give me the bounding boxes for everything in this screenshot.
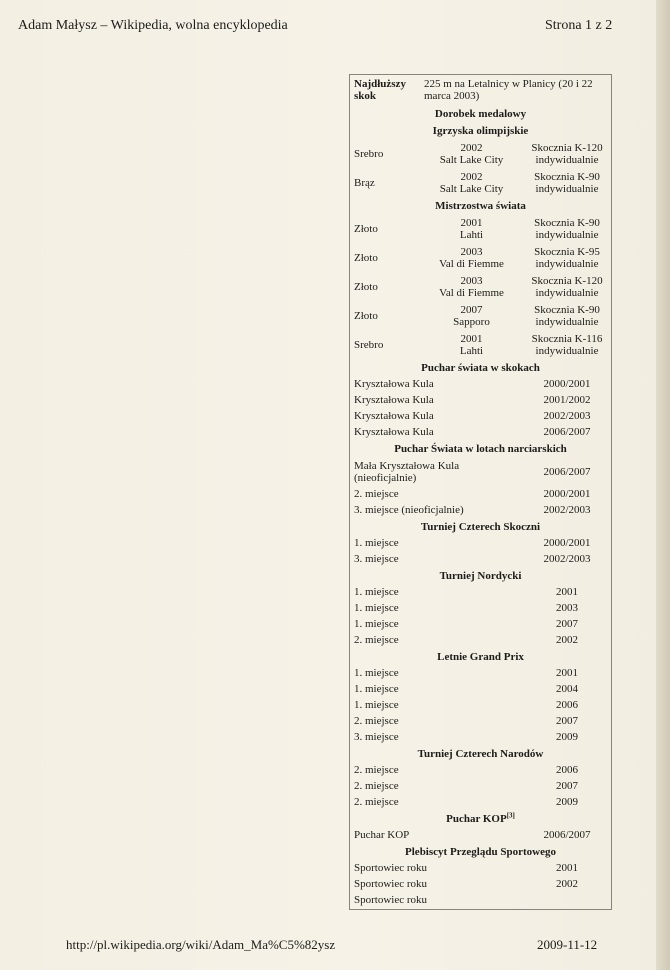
ranking-label: 2. miejsce: [354, 488, 399, 500]
medal-type: Brąz: [354, 176, 375, 189]
medal-row: [350, 214, 611, 243]
medal-event-location: [420, 139, 523, 168]
print-footer-date: 2009-11-12: [537, 937, 598, 952]
sports-plebiscite-title: Plebiscyt Przeglądu Sportowego: [405, 845, 556, 858]
infobox: [349, 74, 612, 910]
medal-place: Val di Fiemme: [439, 257, 504, 270]
longest-jump-row: [350, 75, 611, 105]
nordic-tournament-title: Turniej Nordycki: [439, 569, 522, 582]
medal-row: [350, 168, 611, 197]
ranking-label: 2. miejsce: [354, 796, 399, 808]
ranking-season: 2009: [556, 796, 578, 808]
four-hills-tournament-title: Turniej Czterech Skoczni: [420, 520, 541, 533]
ranking-season: 2000/2001: [543, 488, 591, 500]
ranking-row: [350, 860, 611, 876]
medal-year: 2002: [460, 170, 483, 183]
ranking-label: Sportowiec roku: [354, 862, 428, 874]
ranking-season: 2001: [556, 586, 578, 598]
kop-cup-heading-row: [350, 810, 611, 827]
olympics-heading: [350, 122, 611, 139]
medal-competition: [523, 214, 611, 243]
ranking-label: Kryształowa Kula: [354, 378, 434, 390]
ranking-row: [350, 392, 611, 408]
medal-type: Złoto: [354, 251, 378, 264]
ranking-season: 2002: [556, 878, 578, 890]
ranking-season: 2006/2007: [543, 465, 591, 478]
medal-row: [350, 330, 611, 359]
medal-competition: [523, 139, 611, 168]
nordic-tournament-heading-row: [350, 567, 611, 584]
ranking-season: 2006/2007: [543, 829, 591, 841]
ranking-season: [523, 892, 611, 908]
ranking-label: 1. miejsce: [354, 618, 399, 630]
ski-flying-cup-title: Puchar Świata w lotach narciarskich: [394, 442, 567, 455]
ranking-label: 2. miejsce: [354, 780, 399, 792]
nordic-tournament-heading: [350, 567, 611, 584]
medal-event-location: [420, 272, 523, 301]
four-hills-tournament-heading-row: [350, 518, 611, 535]
ranking-label: 1. miejsce: [354, 537, 399, 549]
medal-place: Salt Lake City: [439, 182, 504, 195]
ranking-season: 2003: [556, 602, 578, 614]
ranking-label: Kryształowa Kula: [354, 426, 434, 438]
ranking-row: [350, 892, 611, 908]
medal-event: indywidualnie: [535, 153, 599, 166]
ranking-row: [350, 600, 611, 616]
world-championships-heading: [350, 197, 611, 214]
medal-event-location: [420, 330, 523, 359]
medal-type: Srebro: [354, 338, 384, 351]
ranking-label: 1. miejsce: [354, 602, 399, 614]
ranking-label: 1. miejsce: [354, 683, 399, 695]
medal-hill: Skocznia K-90: [534, 303, 600, 316]
ranking-label: 3. miejsce (nieoficjalnie): [354, 504, 464, 516]
medal-year: 2007: [460, 303, 483, 316]
ranking-season: 2006: [556, 764, 578, 776]
medal-hill: Skocznia K-90: [534, 216, 600, 229]
olympics-heading-row: [350, 122, 611, 139]
medal-type: Złoto: [354, 280, 378, 293]
medal-event-location: [420, 168, 523, 197]
medal-event: indywidualnie: [535, 257, 599, 270]
medal-year: 2001: [460, 216, 483, 229]
medal-year: 2001: [460, 332, 483, 345]
ranking-row: [350, 794, 611, 810]
medal-event-location: [420, 301, 523, 330]
summer-grand-prix-heading-row: [350, 648, 611, 665]
medal-type: Złoto: [354, 222, 378, 235]
medal-place: Lahti: [459, 228, 484, 241]
page-edge: [656, 0, 670, 970]
ski-flying-cup-heading-row: [350, 440, 611, 457]
longest-jump-label: Najdłuższy skok: [354, 78, 406, 102]
ranking-row: [350, 616, 611, 632]
print-footer-url: http://pl.wikipedia.org/wiki/Adam_Ma%C5%82ysz: [66, 937, 336, 952]
ranking-label: 2. miejsce: [354, 715, 399, 727]
infobox-table: [350, 75, 611, 908]
medal-row: [350, 139, 611, 168]
ranking-label: Kryształowa Kula: [354, 394, 434, 406]
medal-competition: [523, 243, 611, 272]
ranking-season: 2000/2001: [543, 537, 591, 549]
ranking-label: 1. miejsce: [354, 586, 399, 598]
ranking-season: 2007: [556, 715, 578, 727]
ranking-row: [350, 729, 611, 745]
medal-hill: Skocznia K-116: [531, 332, 603, 345]
four-nations-tournament-heading-row: [350, 745, 611, 762]
ranking-season: 2002/2003: [543, 504, 591, 516]
ski-flying-cup-heading: [350, 440, 611, 457]
ranking-row: [350, 408, 611, 424]
ranking-row: [350, 697, 611, 713]
summer-grand-prix-title: Letnie Grand Prix: [437, 650, 524, 663]
ranking-row: [350, 778, 611, 794]
ranking-season: 2007: [556, 618, 578, 630]
medal-competition: [523, 301, 611, 330]
ranking-season: 2001: [556, 667, 578, 679]
medal-event: indywidualnie: [535, 344, 599, 357]
ranking-season: 2009: [556, 731, 578, 743]
ranking-label: 1. miejsce: [354, 699, 399, 711]
ranking-row: [350, 876, 611, 892]
medal-place: Salt Lake City: [439, 153, 504, 166]
ranking-label: Sportowiec roku: [354, 894, 428, 906]
four-hills-tournament-heading: [350, 518, 611, 535]
ranking-season: 2001: [556, 862, 578, 874]
medal-type: Złoto: [354, 309, 378, 322]
ranking-season: 2002/2003: [543, 553, 591, 565]
medal-record-heading: Dorobek medalowy: [434, 107, 527, 120]
world-cup-heading-row: [350, 359, 611, 376]
print-header-title: Adam Małysz – Wikipedia, wolna encyklopedia: [18, 18, 288, 33]
longest-jump-value: 225 m na Letalnicy w Planicy (20 i 22 marca 2003): [424, 78, 593, 102]
ranking-row: [350, 762, 611, 778]
print-header-page-number: Strona 1 z 2: [545, 18, 613, 33]
ranking-label: 2. miejsce: [354, 764, 399, 776]
medal-event: indywidualnie: [535, 315, 599, 328]
medal-competition: [523, 272, 611, 301]
ranking-season: 2004: [556, 683, 578, 695]
four-nations-tournament-heading: [350, 745, 611, 762]
ranking-row: [350, 713, 611, 729]
medal-event-location: [420, 214, 523, 243]
medal-place: Lahti: [459, 344, 484, 357]
ranking-row: [350, 665, 611, 681]
ranking-label: Kryształowa Kula: [354, 410, 434, 422]
medal-hill: Skocznia K-120: [531, 141, 603, 154]
kop-cup-heading: [350, 810, 611, 827]
ranking-season: 2002: [556, 634, 578, 646]
ranking-label: 3. miejsce: [354, 553, 399, 565]
medal-row: [350, 243, 611, 272]
medal-event: indywidualnie: [535, 182, 599, 195]
ranking-row: [350, 827, 611, 843]
ranking-season: 2007: [556, 780, 578, 792]
ranking-season: 2000/2001: [543, 378, 591, 390]
ranking-label: 1. miejsce: [354, 667, 399, 679]
ranking-row: [350, 376, 611, 392]
medal-competition: [523, 330, 611, 359]
world-championships-heading-row: [350, 197, 611, 214]
ranking-label: Mała Kryształowa Kula (nieoficjalnie): [354, 459, 460, 484]
medal-row: [350, 272, 611, 301]
medal-event: indywidualnie: [535, 286, 599, 299]
ranking-row: [350, 424, 611, 440]
medal-year: 2002: [460, 141, 483, 154]
ranking-row: [350, 486, 611, 502]
medal-hill: Skocznia K-95: [534, 245, 600, 258]
ranking-row: [350, 535, 611, 551]
olympics-title: Igrzyska olimpijskie: [432, 124, 529, 137]
ranking-row: [350, 502, 611, 518]
medal-place: Sapporo: [453, 315, 490, 328]
ranking-season: 2001/2002: [543, 394, 591, 406]
kop-cup-title: Puchar KOP: [446, 812, 507, 825]
world-cup-title: Puchar świata w skokach: [421, 361, 540, 374]
medal-hill: Skocznia K-120: [531, 274, 603, 287]
summer-grand-prix-heading: [350, 648, 611, 665]
world-championships-title: Mistrzostwa świata: [435, 199, 526, 212]
ranking-row: [350, 584, 611, 600]
medal-row: [350, 301, 611, 330]
ranking-season: 2006/2007: [543, 426, 591, 438]
medal-year: 2003: [460, 274, 483, 287]
medal-hill: Skocznia K-90: [534, 170, 600, 183]
medal-place: Val di Fiemme: [439, 286, 504, 299]
ranking-label: 3. miejsce: [354, 731, 399, 743]
ranking-season: 2006: [556, 699, 578, 711]
ranking-tables: [350, 359, 611, 908]
ranking-label: Sportowiec roku: [354, 878, 428, 890]
ranking-row: [350, 632, 611, 648]
world-cup-heading: [350, 359, 611, 376]
ranking-label: Puchar KOP: [354, 829, 410, 841]
medal-tables: [350, 122, 611, 359]
ranking-season: 2002/2003: [543, 410, 591, 422]
kop-cup-footnote-link[interactable]: [3]: [506, 810, 515, 819]
medal-type: Srebro: [354, 147, 384, 160]
medal-competition: [523, 168, 611, 197]
ranking-label: 2. miejsce: [354, 634, 399, 646]
ranking-row: [350, 457, 611, 486]
medal-year: 2003: [460, 245, 483, 258]
ranking-row: [350, 551, 611, 567]
sports-plebiscite-heading-row: [350, 843, 611, 860]
ranking-row: [350, 681, 611, 697]
medal-event: indywidualnie: [535, 228, 599, 241]
sports-plebiscite-heading: [350, 843, 611, 860]
four-nations-tournament-title: Turniej Czterech Narodów: [417, 747, 544, 760]
medal-event-location: [420, 243, 523, 272]
